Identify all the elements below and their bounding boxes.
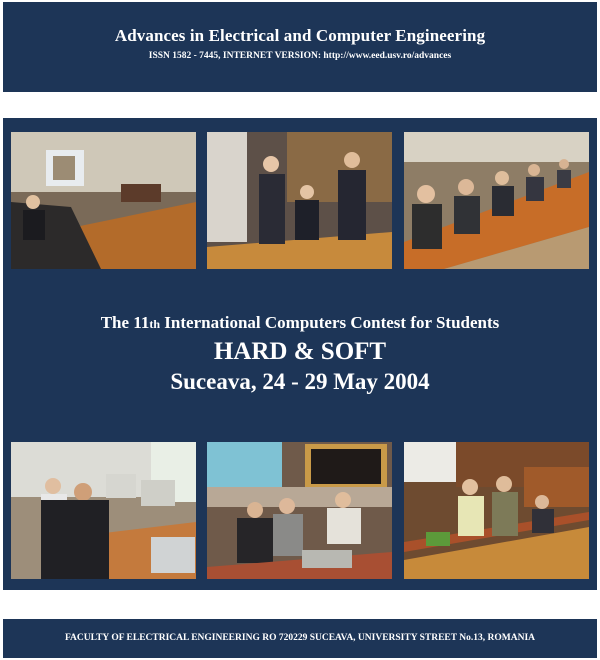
footer-band (3, 619, 597, 658)
issn-line: ISSN 1582 - 7445, INTERNET VERSION: http://www.eed.usv.ro/advances (148, 51, 452, 61)
event-caption (3, 313, 597, 333)
photo-students-laptop (207, 442, 392, 579)
contest-title: HARD & SOFT (213, 338, 387, 365)
photo-audience (404, 132, 589, 269)
ordinal-number: The 11 (100, 313, 150, 332)
contest-place-date: Suceava, 24 - 29 May 2004 (170, 369, 430, 394)
photo-speakers (207, 132, 392, 269)
contest-name: International Computers Contest for Students (160, 313, 500, 332)
photo-award-ceremony (404, 442, 589, 579)
header-band (3, 2, 597, 92)
faculty-address: FACULTY OF ELECTRICAL ENGINEERING RO 720229 SUCEAVA, UNIVERSITY STREET No.13, ROMANIA (64, 633, 536, 643)
event-panel (3, 118, 597, 590)
photo-computer-lab (11, 442, 196, 579)
photo-conference-room (11, 132, 196, 269)
journal-title: Advances in Electrical and Computer Engineering (114, 26, 486, 45)
ordinal-suffix: th (149, 317, 161, 331)
